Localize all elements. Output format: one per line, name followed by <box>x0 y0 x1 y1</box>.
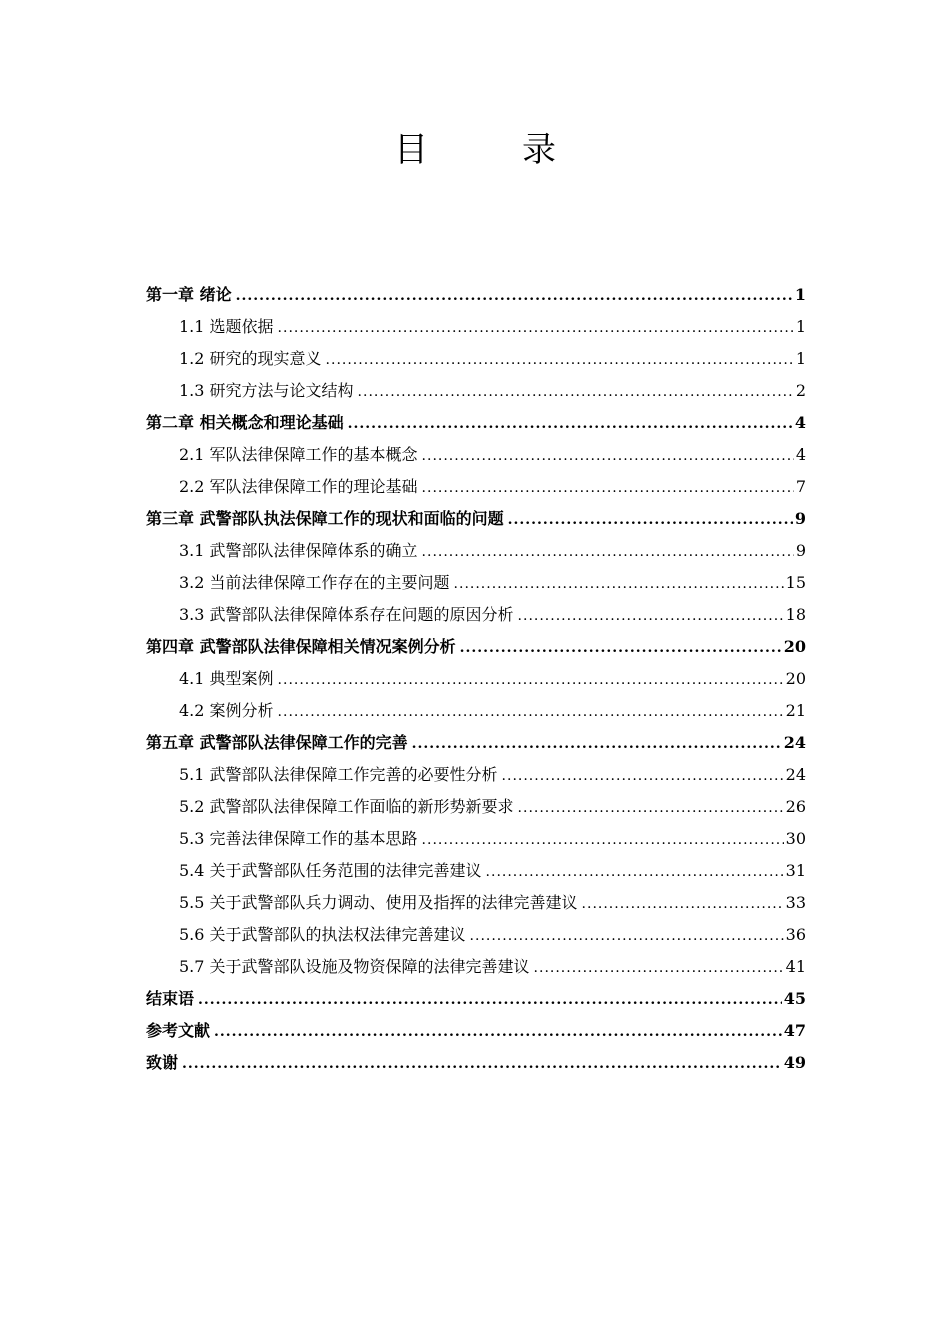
toc-dot-leader <box>422 472 794 504</box>
toc-page-number: 20 <box>785 669 806 688</box>
toc-chapter-entry[interactable] <box>146 983 806 1015</box>
toc-dot-leader <box>518 792 784 824</box>
toc-page-number: 24 <box>785 765 806 784</box>
toc-page-number: 30 <box>785 829 806 848</box>
toc-dot-leader <box>454 568 784 600</box>
toc-page-number: 33 <box>785 893 806 912</box>
toc-page-number: 47 <box>783 1021 806 1040</box>
toc-page-number: 18 <box>785 605 806 624</box>
toc-section-entry[interactable] <box>146 823 806 855</box>
toc-page-number: 31 <box>785 861 806 880</box>
toc-section-entry[interactable] <box>146 567 806 599</box>
toc-section-entry[interactable] <box>146 695 806 727</box>
toc-entry-label: 结束语 <box>146 989 195 1008</box>
toc-entry-label: 3.3 武警部队法律保障体系存在问题的原因分析 <box>179 605 514 624</box>
toc-dot-leader <box>326 344 794 376</box>
toc-page-number: 21 <box>785 701 806 720</box>
toc-section-entry[interactable] <box>146 887 806 919</box>
toc-section-entry[interactable] <box>146 471 806 503</box>
toc-section-entry[interactable] <box>146 919 806 951</box>
toc-section-entry[interactable] <box>146 791 806 823</box>
toc-dot-leader <box>348 408 793 440</box>
toc-entry-label: 致谢 <box>146 1053 179 1072</box>
toc-page-number: 7 <box>795 477 806 496</box>
toc-entry-label: 4.1 典型案例 <box>179 669 274 688</box>
toc-dot-leader <box>486 856 784 888</box>
toc-dot-leader <box>460 632 782 664</box>
toc-dot-leader <box>236 280 793 312</box>
toc-dot-leader <box>358 376 794 408</box>
toc-dot-leader <box>422 536 794 568</box>
toc-section-entry[interactable] <box>146 663 806 695</box>
toc-entry-label: 2.2 军队法律保障工作的理论基础 <box>179 477 418 496</box>
toc-entry-label: 5.7 关于武警部队设施及物资保障的法律完善建议 <box>179 957 530 976</box>
toc-entry-label: 1.3 研究方法与论文结构 <box>179 381 354 400</box>
toc-dot-leader <box>412 728 782 760</box>
toc-dot-leader <box>582 888 784 920</box>
toc-entry-label: 第一章 绪论 <box>146 285 232 304</box>
toc-section-entry[interactable] <box>146 343 806 375</box>
toc-page-number: 36 <box>785 925 806 944</box>
toc-page-number: 4 <box>795 445 806 464</box>
toc-section-entry[interactable] <box>146 759 806 791</box>
toc-entry-label: 第三章 武警部队执法保障工作的现状和面临的问题 <box>146 509 504 528</box>
toc-page-number: 20 <box>783 637 806 656</box>
toc-page-number: 4 <box>794 413 806 432</box>
toc-entry-label: 第五章 武警部队法律保障工作的完善 <box>146 733 408 752</box>
toc-dot-leader <box>182 1048 782 1080</box>
toc-page-number: 1 <box>794 285 806 304</box>
toc-entry-label: 参考文献 <box>146 1021 211 1040</box>
toc-entry-label: 5.2 武警部队法律保障工作面临的新形势新要求 <box>179 797 514 816</box>
toc-page-number: 1 <box>795 317 806 336</box>
toc-entry-label: 1.2 研究的现实意义 <box>179 349 322 368</box>
toc-section-entry[interactable] <box>146 951 806 983</box>
toc-entry-label: 5.5 关于武警部队兵力调动、使用及指挥的法律完善建议 <box>179 893 578 912</box>
toc-section-entry[interactable] <box>146 375 806 407</box>
toc-chapter-entry[interactable] <box>146 407 806 439</box>
toc-page-number: 45 <box>783 989 806 1008</box>
toc-dot-leader <box>198 984 782 1016</box>
toc-dot-leader <box>502 760 784 792</box>
toc-dot-leader <box>508 504 793 536</box>
toc-dot-leader <box>214 1016 782 1048</box>
toc-chapter-entry[interactable] <box>146 279 806 311</box>
toc-entry-label: 5.6 关于武警部队的执法权法律完善建议 <box>179 925 466 944</box>
toc-section-entry[interactable] <box>146 599 806 631</box>
toc-entry-label: 2.1 军队法律保障工作的基本概念 <box>179 445 418 464</box>
toc-entry-label: 3.1 武警部队法律保障体系的确立 <box>179 541 418 560</box>
toc-entry-label: 5.3 完善法律保障工作的基本思路 <box>179 829 418 848</box>
toc-chapter-entry[interactable] <box>146 631 806 663</box>
toc-chapter-entry[interactable] <box>146 727 806 759</box>
toc-section-entry[interactable] <box>146 311 806 343</box>
toc-dot-leader <box>278 696 784 728</box>
toc-dot-leader <box>278 664 784 696</box>
toc-dot-leader <box>534 952 784 984</box>
toc-dot-leader <box>422 824 784 856</box>
toc-page-number: 9 <box>794 509 806 528</box>
toc-dot-leader <box>422 440 794 472</box>
toc-page-number: 24 <box>783 733 806 752</box>
toc-page-number: 2 <box>795 381 806 400</box>
toc-section-entry[interactable] <box>146 535 806 567</box>
toc-page-number: 26 <box>785 797 806 816</box>
toc-section-entry[interactable] <box>146 439 806 471</box>
toc-entry-label: 5.4 关于武警部队任务范围的法律完善建议 <box>179 861 482 880</box>
toc-page-number: 15 <box>785 573 806 592</box>
toc-entry-label: 第二章 相关概念和理论基础 <box>146 413 344 432</box>
toc-section-entry[interactable] <box>146 855 806 887</box>
toc-page-number: 1 <box>795 349 806 368</box>
table-of-contents <box>146 279 806 1079</box>
toc-entry-label: 4.2 案例分析 <box>179 701 274 720</box>
toc-entry-label: 3.2 当前法律保障工作存在的主要问题 <box>179 573 450 592</box>
toc-dot-leader <box>518 600 784 632</box>
toc-page-number: 9 <box>795 541 806 560</box>
toc-chapter-entry[interactable] <box>146 503 806 535</box>
toc-chapter-entry[interactable] <box>146 1015 806 1047</box>
toc-entry-label: 5.1 武警部队法律保障工作完善的必要性分析 <box>179 765 498 784</box>
toc-page-number: 49 <box>783 1053 806 1072</box>
toc-dot-leader <box>278 312 794 344</box>
toc-entry-label: 1.1 选题依据 <box>179 317 274 336</box>
toc-dot-leader <box>470 920 784 952</box>
page-title: 目 录 <box>394 130 586 170</box>
toc-chapter-entry[interactable] <box>146 1047 806 1079</box>
toc-page-number: 41 <box>785 957 806 976</box>
toc-entry-label: 第四章 武警部队法律保障相关情况案例分析 <box>146 637 456 656</box>
